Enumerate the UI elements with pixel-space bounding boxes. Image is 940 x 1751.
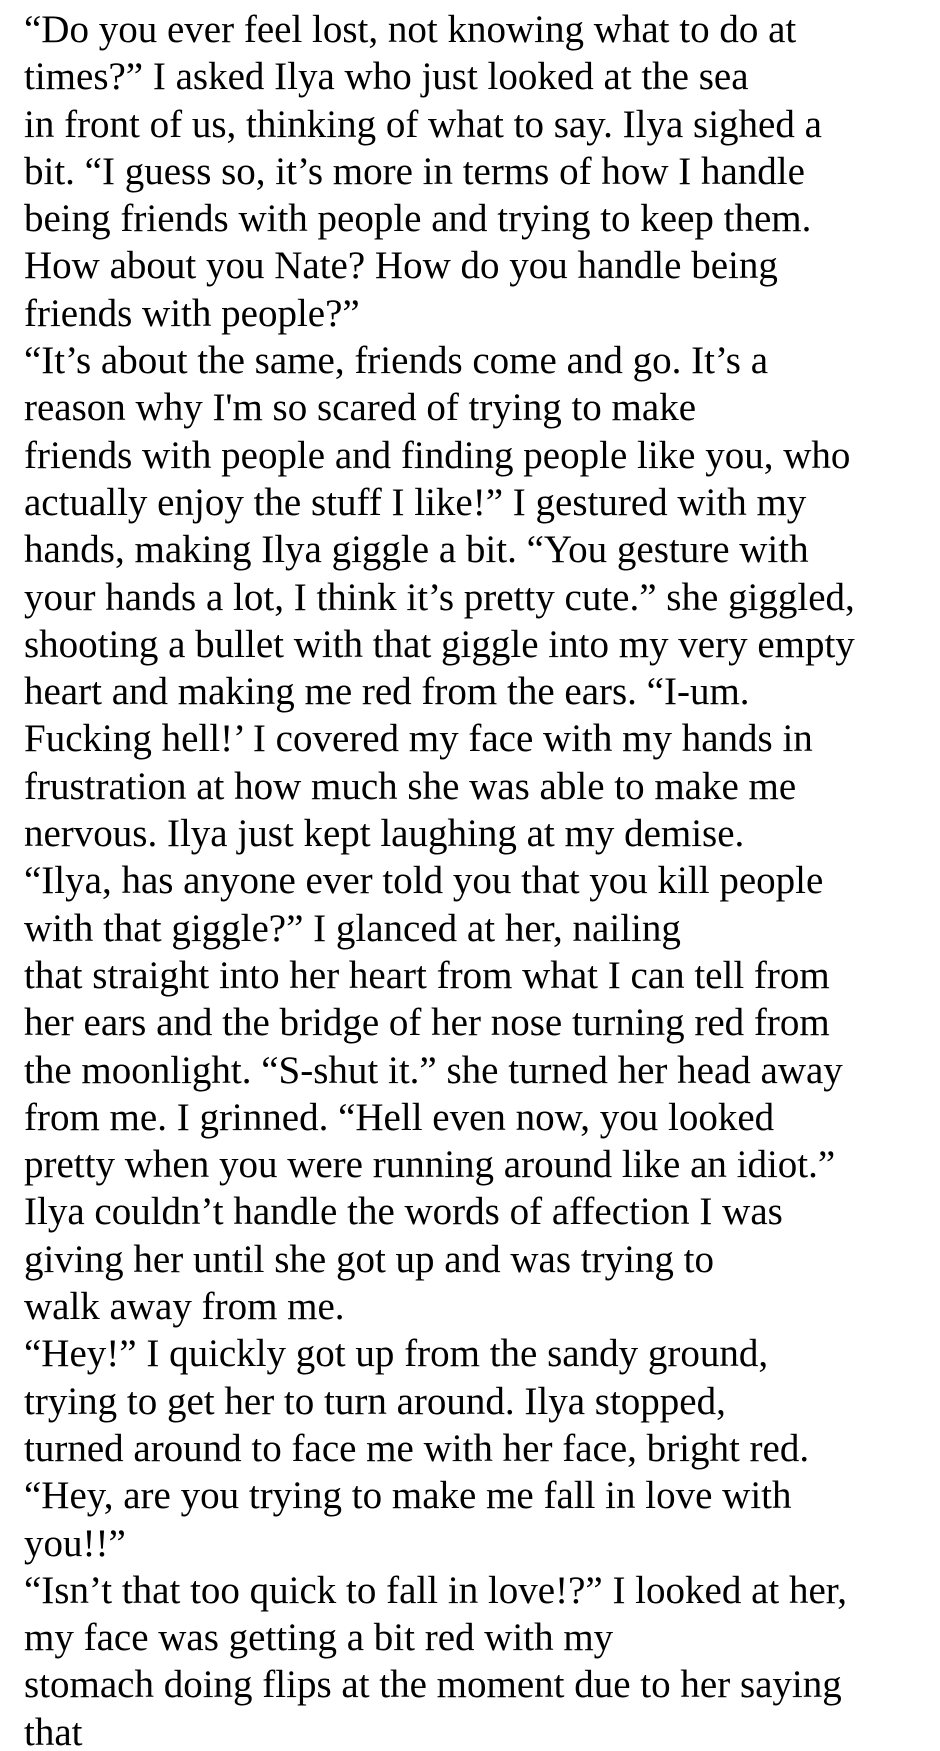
text-line: from me. I grinned. “Hell even now, you looked xyxy=(24,1095,775,1139)
text-line: actually enjoy the stuff I like!” I gestured with my xyxy=(24,480,807,524)
text-line: shooting a bullet with that giggle into my very empty xyxy=(24,622,855,666)
text-line: pretty when you were running around like an idiot.” xyxy=(24,1143,836,1187)
text-line: my face was getting a bit red with my xyxy=(24,1616,614,1660)
text-line: “Hey, are you trying to make me fall in love with xyxy=(24,1474,792,1518)
text-line: heart and making me red from the ears. “I-um. xyxy=(24,670,750,714)
text-line: How about you Nate? How do you handle being xyxy=(24,244,778,288)
text-line: with that giggle?” I glanced at her, nailing xyxy=(24,906,681,950)
text-line: “Ilya, has anyone ever told you that you kill people xyxy=(24,859,824,903)
text-line: trying to get her to turn around. Ilya stopped, xyxy=(24,1379,726,1423)
text-line: bit. “I guess so, it’s more in terms of how I handle xyxy=(24,149,805,193)
text-line: that xyxy=(24,1710,83,1751)
text-line: walk away from me. xyxy=(24,1285,345,1329)
text-line: nervous. Ilya just kept laughing at my demise. xyxy=(24,812,745,856)
text-line: that straight into her heart from what I can tell from xyxy=(24,953,830,997)
text-line: giving her until she got up and was trying to xyxy=(24,1237,715,1281)
story-text xyxy=(24,6,926,1751)
text-line: times?” I asked Ilya who just looked at the sea xyxy=(24,55,749,99)
text-line: stomach doing flips at the moment due to her saying xyxy=(24,1663,842,1707)
text-line: hands, making Ilya giggle a bit. “You gesture with xyxy=(24,528,809,572)
text-line: “Isn’t that too quick to fall in love!?” I looked at her, xyxy=(24,1568,847,1612)
text-line: “It’s about the same, friends come and go. It’s a xyxy=(24,339,769,383)
text-line: your hands a lot, I think it’s pretty cute.” she giggled, xyxy=(24,575,855,619)
text-line: turned around to face me with her face, bright red. xyxy=(24,1426,810,1470)
text-line: friends with people?” xyxy=(24,291,360,335)
text-line: Fucking hell!’ I covered my face with my hands in xyxy=(24,717,813,761)
text-line: you!!” xyxy=(24,1521,126,1565)
text-line: in front of us, thinking of what to say. Ilya sighed a xyxy=(24,102,822,146)
text-line: “Do you ever feel lost, not knowing what to do at xyxy=(24,8,797,51)
text-line: reason why I'm so scared of trying to make xyxy=(24,386,697,430)
text-line: her ears and the bridge of her nose turning red from xyxy=(24,1001,830,1045)
text-line: the moonlight. “S-shut it.” she turned her head away xyxy=(24,1048,843,1092)
text-line: being friends with people and trying to keep them. xyxy=(24,197,812,241)
text-line: “Hey!” I quickly got up from the sandy ground, xyxy=(24,1332,769,1376)
text-line: Ilya couldn’t handle the words of affection I was xyxy=(24,1190,783,1234)
text-line: frustration at how much she was able to make me xyxy=(24,764,797,808)
text-line: friends with people and finding people like you, who xyxy=(24,433,851,477)
